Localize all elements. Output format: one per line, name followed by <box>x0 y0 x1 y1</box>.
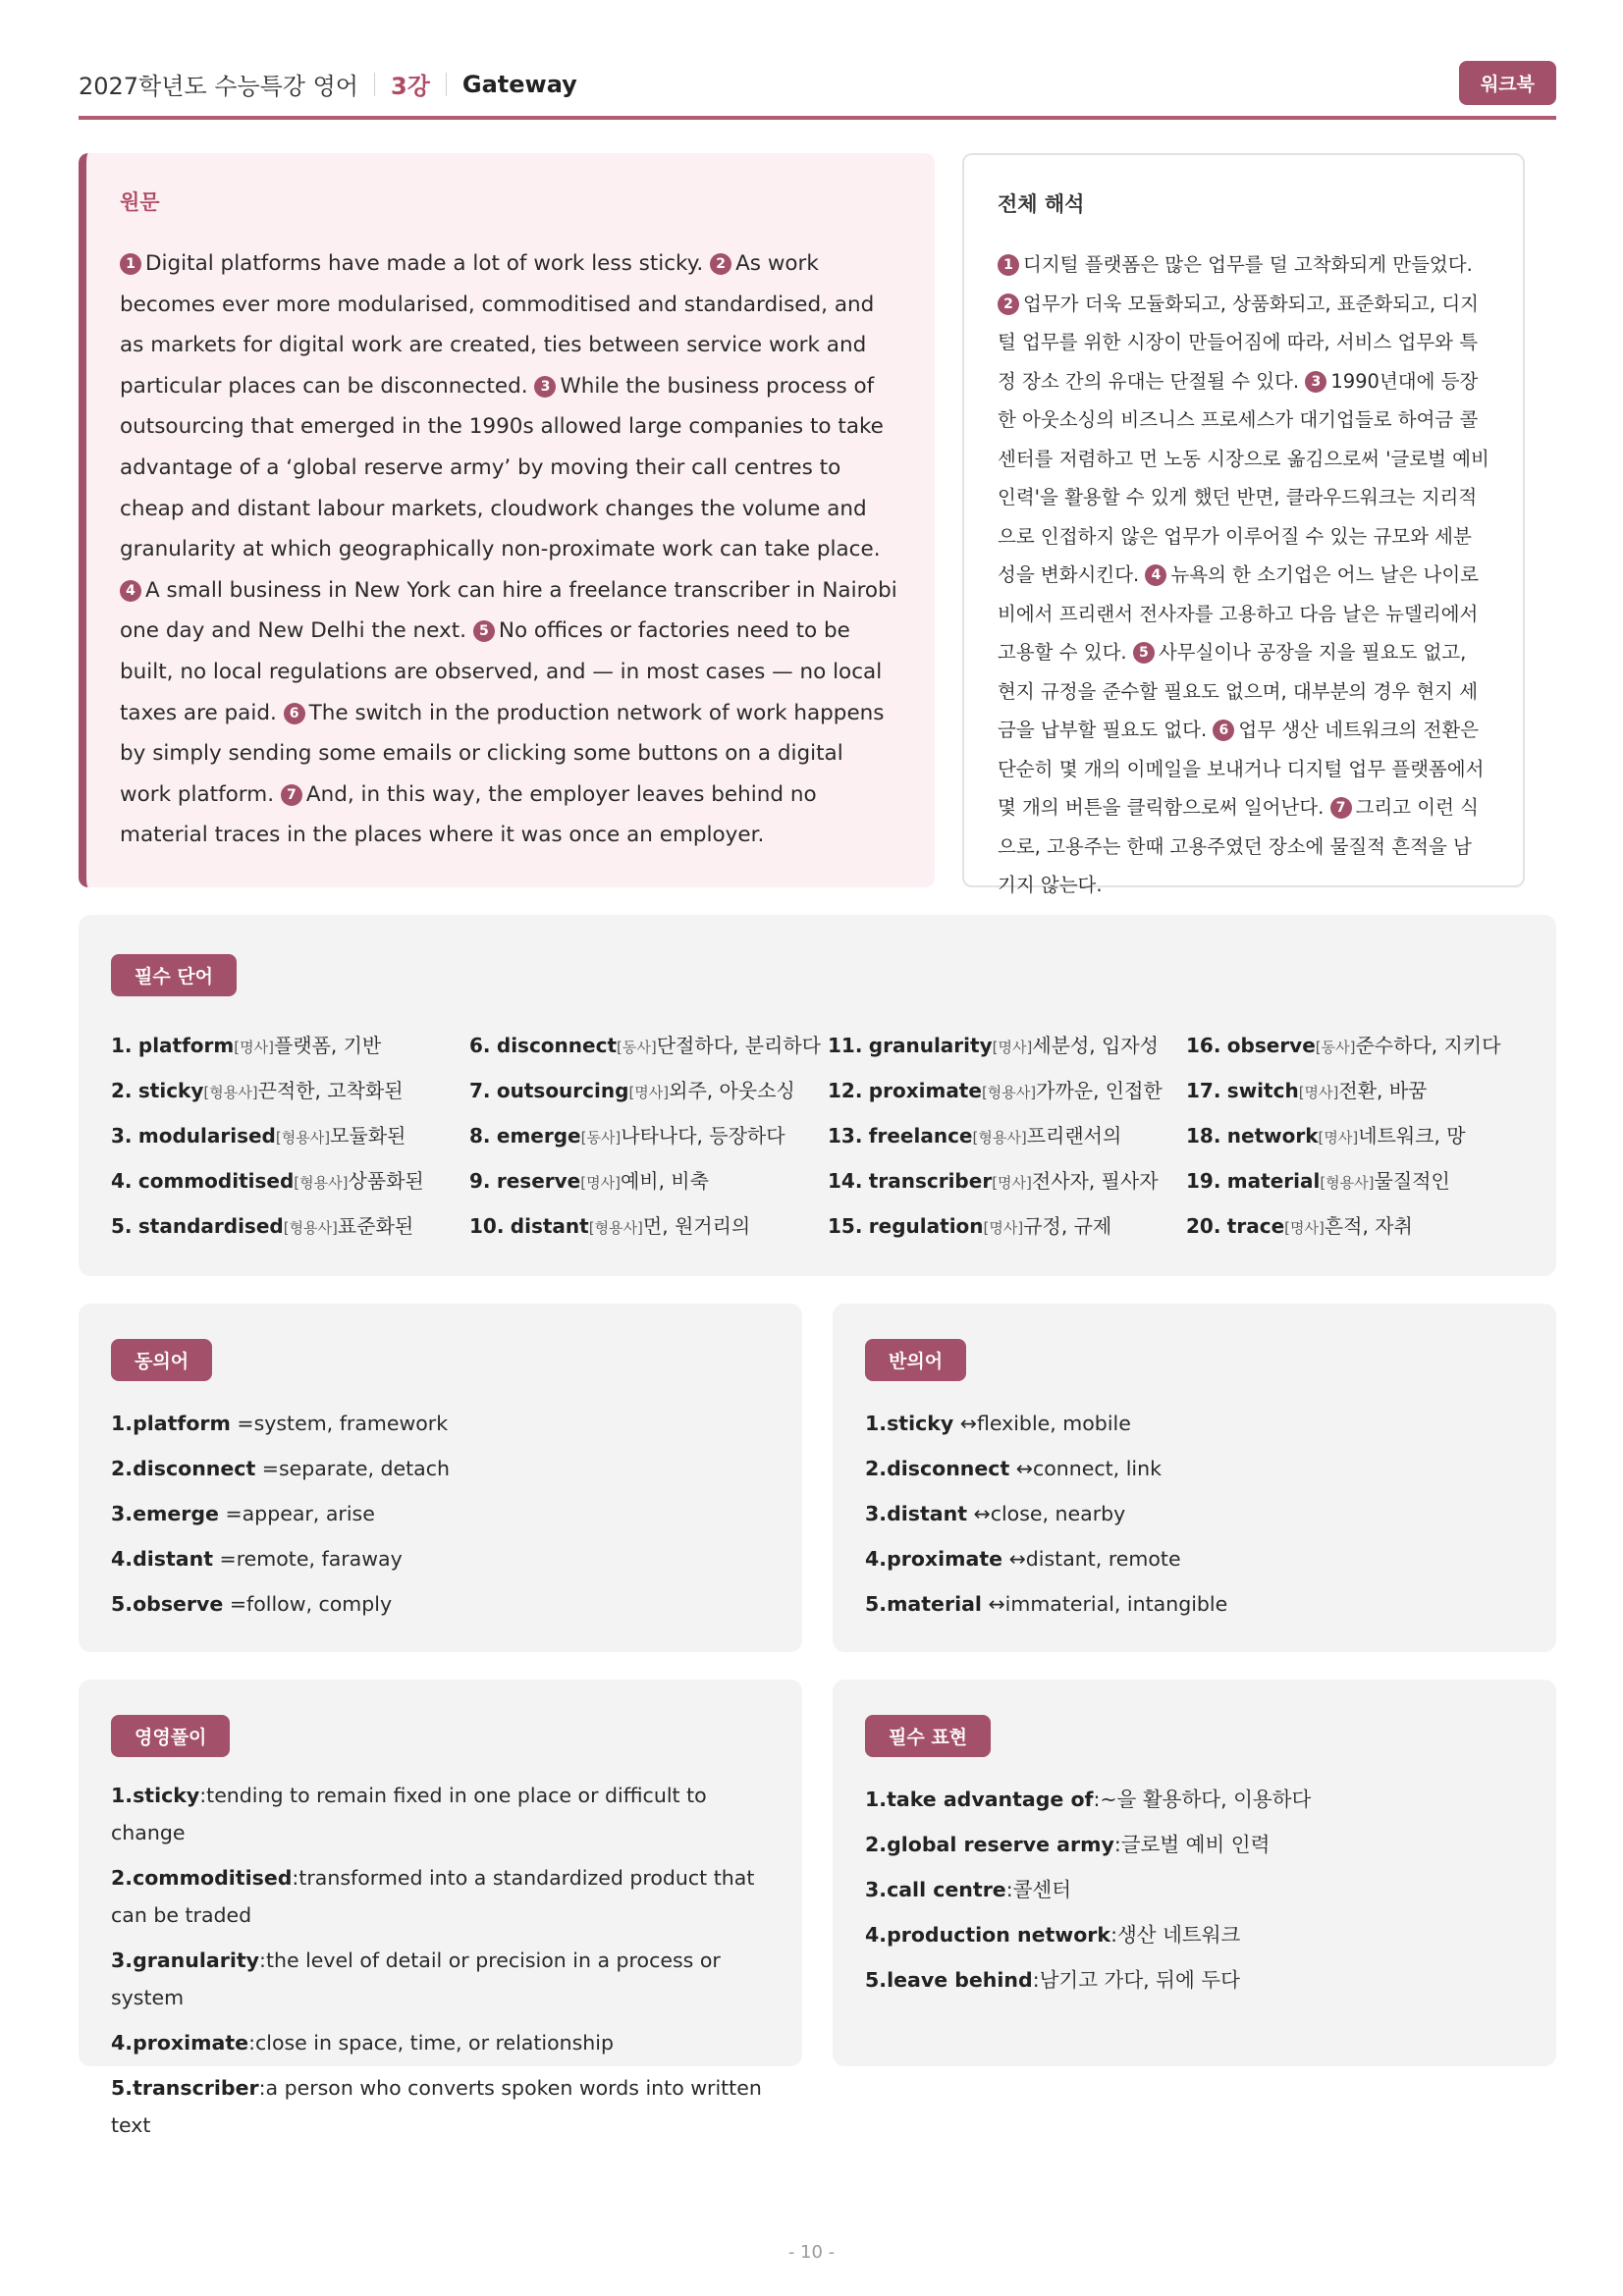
header-divider <box>374 73 375 96</box>
vocab-word: distant <box>510 1214 589 1238</box>
item-word: observe <box>133 1592 224 1616</box>
item-number: 4. <box>865 1547 888 1571</box>
item-number: 1. <box>111 1784 134 1807</box>
vocab-panel <box>79 915 1556 1276</box>
passage-sentence <box>120 251 710 276</box>
vocab-word: trace <box>1226 1214 1285 1238</box>
item-expression: take advantage of <box>887 1788 1094 1811</box>
item-expression: production network <box>887 1923 1111 1947</box>
sentence-text: As work becomes ever more modularised, commoditised and standardised, and as markets for digital work are created, ties between service work and particular places can be disconnected. <box>120 251 875 399</box>
expressions-title: 필수 표현 <box>865 1715 991 1757</box>
vocab-pos: [명사] <box>234 1039 274 1056</box>
item-number: 2. <box>111 1457 134 1480</box>
antonym-item <box>865 1491 1524 1536</box>
item-expression: global reserve army <box>887 1833 1114 1856</box>
translation-text <box>998 245 1489 905</box>
vocab-item <box>1186 1023 1544 1068</box>
sentence-number-badge: 6 <box>284 703 305 724</box>
item-number: 5. <box>111 1592 134 1616</box>
vocab-word: reserve <box>496 1169 581 1193</box>
vocab-number: 18. <box>1186 1124 1221 1148</box>
item-definition: :a person who converts spoken words into written text <box>111 2076 762 2137</box>
vocab-pos: [동사] <box>1315 1039 1356 1056</box>
vocab-item <box>1186 1158 1544 1203</box>
vocab-pos: [형용사] <box>981 1084 1037 1101</box>
vocab-pos: [형용사] <box>203 1084 258 1101</box>
sentence-text: No offices or factories need to be built, no local regulations are observed, and — in most cases — no local taxes are paid. <box>120 618 883 725</box>
vocab-word: granularity <box>868 1034 993 1057</box>
expressions-panel <box>833 1680 1556 2066</box>
vocab-word: freelance <box>868 1124 973 1148</box>
item-word: platform <box>133 1412 231 1435</box>
vocab-meaning: 물질적인 <box>1374 1169 1450 1193</box>
translation-sentence <box>998 253 1473 276</box>
vocab-word: sticky <box>137 1079 204 1102</box>
vocab-meaning: 외주, 아웃소싱 <box>669 1079 795 1102</box>
vocab-word: transcriber <box>868 1169 993 1193</box>
vocab-item <box>469 1113 828 1158</box>
vocab-number: 5. <box>111 1214 133 1238</box>
item-antonyms: ↔flexible, mobile <box>953 1412 1131 1435</box>
expression-item <box>865 1867 1524 1912</box>
sentence-number-badge: 5 <box>473 620 495 642</box>
header-divider <box>446 73 447 96</box>
synonym-item <box>111 1581 770 1627</box>
antonym-item <box>865 1581 1524 1627</box>
item-number: 2. <box>865 1833 888 1856</box>
item-word: proximate <box>887 1547 1003 1571</box>
sentence-text: While the business process of outsourcing that emerged in the 1990s allowed large companies to take advantage of a ‘global reserve army’ by moving their call centres to cheap and distant labour markets, cloudwork changes the volume and granularity at which geographically non-proximate work can take place. <box>120 373 884 562</box>
vocab-meaning: 먼, 원거리의 <box>642 1214 751 1238</box>
synonym-item <box>111 1491 770 1536</box>
vocab-word: material <box>1226 1169 1321 1193</box>
original-passage-box <box>79 153 935 887</box>
vocab-number: 12. <box>828 1079 863 1102</box>
vocab-meaning: 플랫폼, 기반 <box>273 1034 382 1057</box>
vocab-number: 10. <box>469 1214 505 1238</box>
expression-item <box>865 1777 1524 1822</box>
synonym-item <box>111 1401 770 1446</box>
item-number: 4. <box>111 1547 134 1571</box>
vocab-word: proximate <box>868 1079 982 1102</box>
item-antonyms: ↔immaterial, intangible <box>981 1592 1228 1616</box>
vocab-item <box>828 1113 1186 1158</box>
sentence-number-badge: 7 <box>1330 797 1352 819</box>
item-word: material <box>887 1592 982 1616</box>
vocab-word: modularised <box>137 1124 276 1148</box>
item-synonyms: =appear, arise <box>218 1502 375 1525</box>
vocab-item <box>828 1158 1186 1203</box>
workbook-badge: 워크북 <box>1459 61 1556 105</box>
item-synonyms: =separate, detach <box>255 1457 450 1480</box>
item-word: transcriber <box>133 2076 259 2100</box>
synonym-item <box>111 1446 770 1491</box>
synonyms-list <box>111 1401 770 1627</box>
item-antonyms: ↔close, nearby <box>967 1502 1126 1525</box>
item-number: 2. <box>865 1457 888 1480</box>
item-definition: :close in space, time, or relationship <box>248 2031 615 2055</box>
vocab-word: network <box>1226 1124 1319 1148</box>
sentence-number-badge: 6 <box>1213 720 1234 741</box>
item-synonyms: =system, framework <box>230 1412 449 1435</box>
vocab-item <box>1186 1068 1544 1113</box>
item-number: 3. <box>865 1502 888 1525</box>
item-meaning: :생산 네트워크 <box>1110 1923 1241 1947</box>
sentence-text: Digital platforms have made a lot of work less sticky. <box>145 251 704 276</box>
vocab-meaning: 단절하다, 분리하다 <box>656 1034 821 1057</box>
vocab-item <box>111 1113 469 1158</box>
vocab-item <box>111 1158 469 1203</box>
item-meaning: :콜센터 <box>1005 1878 1072 1901</box>
item-word: disconnect <box>887 1457 1010 1480</box>
item-definition: :transformed into a standardized product that can be traded <box>111 1866 755 1927</box>
antonyms-panel <box>833 1304 1556 1652</box>
vocab-pos: [동사] <box>617 1039 657 1056</box>
vocab-item <box>469 1023 828 1068</box>
vocab-number: 16. <box>1186 1034 1221 1057</box>
vocab-item <box>828 1023 1186 1068</box>
vocab-pos: [명사] <box>1298 1084 1339 1101</box>
sentence-text: 그리고 이런 식으로, 고용주는 한때 고용주였던 장소에 물질적 흔적을 남기지 않는다. <box>998 796 1480 896</box>
english-definitions-title: 영영풀이 <box>111 1715 230 1757</box>
vocab-pos: [동사] <box>580 1129 622 1147</box>
antonyms-title: 반의어 <box>865 1339 966 1381</box>
vocab-pos: [형용사] <box>275 1129 331 1147</box>
vocab-word: disconnect <box>496 1034 618 1057</box>
definition-item <box>111 1942 770 2016</box>
vocab-number: 4. <box>111 1169 133 1193</box>
antonym-item <box>865 1401 1524 1446</box>
item-definition: :tending to remain fixed in one place or difficult to change <box>111 1784 707 1844</box>
vocab-number: 7. <box>469 1079 491 1102</box>
definition-item <box>111 2069 770 2144</box>
vocab-title: 필수 단어 <box>111 954 237 996</box>
vocab-pos: [형용사] <box>972 1129 1027 1147</box>
vocab-number: 1. <box>111 1034 133 1057</box>
vocab-number: 2. <box>111 1079 133 1102</box>
item-meaning: :~을 활용하다, 이용하다 <box>1093 1788 1312 1811</box>
vocab-number: 19. <box>1186 1169 1221 1193</box>
vocab-pos: [형용사] <box>1320 1174 1375 1192</box>
vocab-pos: [형용사] <box>294 1174 349 1192</box>
sentence-text: The switch in the production network of work happens by simply sending some emails or clicking some buttons on a digital work platform. <box>120 700 885 807</box>
item-definition: :the level of detail or precision in a process or system <box>111 1949 721 2009</box>
vocab-number: 14. <box>828 1169 863 1193</box>
sentence-number-badge: 1 <box>120 253 141 275</box>
header-breadcrumb <box>79 67 577 101</box>
item-number: 1. <box>865 1788 888 1811</box>
vocab-item <box>469 1158 828 1203</box>
vocab-item <box>469 1068 828 1113</box>
sentence-text: 업무 생산 네트워크의 전환은 단순히 몇 개의 이메일을 보내거나 디지털 업무 플랫폼에서 몇 개의 버튼을 클릭함으로써 일어난다. <box>998 719 1485 819</box>
sentence-number-badge: 4 <box>1145 564 1166 586</box>
vocab-word: standardised <box>137 1214 284 1238</box>
vocab-number: 20. <box>1186 1214 1221 1238</box>
vocab-number: 11. <box>828 1034 863 1057</box>
definition-item <box>111 1777 770 1851</box>
translation-title: 전체 해석 <box>998 192 1085 216</box>
antonyms-list <box>865 1401 1524 1627</box>
unit-title: Gateway <box>461 70 577 98</box>
sentence-number-badge: 2 <box>998 294 1019 315</box>
item-meaning: :남기고 가다, 뒤에 두다 <box>1032 1968 1240 1992</box>
vocab-meaning: 예비, 비축 <box>620 1169 709 1193</box>
item-number: 5. <box>865 1968 888 1992</box>
page-number: - 10 - <box>787 2242 836 2263</box>
vocab-item <box>828 1203 1186 1249</box>
vocab-meaning: 흔적, 자취 <box>1324 1214 1413 1238</box>
sentence-text: 뉴욕의 한 소기업은 어느 날은 나이로비에서 프리랜서 전사자를 고용하고 다음 날은 뉴델리에서 고용할 수 있다. <box>998 563 1480 664</box>
item-meaning: :글로벌 예비 인력 <box>1113 1833 1271 1856</box>
sentence-number-badge: 3 <box>534 376 556 398</box>
expression-item <box>865 1957 1524 2002</box>
expression-item <box>865 1912 1524 1957</box>
vocab-item <box>828 1068 1186 1113</box>
item-number: 3. <box>865 1878 888 1901</box>
vocab-word: switch <box>1226 1079 1299 1102</box>
translation-box <box>962 153 1525 896</box>
sentence-number-badge: 1 <box>998 254 1019 276</box>
vocab-word: emerge <box>496 1124 581 1148</box>
translation-sentence <box>998 370 1489 587</box>
sentence-text: And, in this way, the employer leaves behind no material traces in the places where it was once an employer. <box>120 781 817 848</box>
sentence-number-badge: 3 <box>1305 371 1326 393</box>
item-expression: call centre <box>887 1878 1006 1901</box>
item-number: 1. <box>111 1412 134 1435</box>
vocab-meaning: 규정, 규제 <box>1023 1214 1112 1238</box>
course-title: 2027학년도 수능특강 영어 <box>79 73 358 100</box>
page-header <box>79 61 1556 120</box>
item-number: 5. <box>865 1592 888 1616</box>
passage-sentence <box>120 374 884 561</box>
vocab-number: 8. <box>469 1124 491 1148</box>
item-number: 2. <box>111 1866 134 1890</box>
item-number: 4. <box>111 2031 134 2055</box>
item-expression: leave behind <box>887 1968 1033 1992</box>
sentence-number-badge: 4 <box>120 580 141 602</box>
vocab-meaning: 프리랜서의 <box>1026 1124 1122 1148</box>
vocab-number: 15. <box>828 1214 863 1238</box>
vocab-pos: [형용사] <box>588 1219 643 1237</box>
item-antonyms: ↔distant, remote <box>1002 1547 1181 1571</box>
vocab-item <box>111 1068 469 1113</box>
item-number: 3. <box>111 1502 134 1525</box>
vocab-word: regulation <box>868 1214 984 1238</box>
english-definitions-panel <box>79 1680 802 2137</box>
definition-item <box>111 2024 770 2061</box>
item-synonyms: =remote, faraway <box>213 1547 403 1571</box>
item-synonyms: =follow, comply <box>223 1592 393 1616</box>
vocab-meaning: 모듈화된 <box>330 1124 406 1148</box>
vocab-meaning: 가까운, 인접한 <box>1036 1079 1163 1102</box>
sentence-text: 1990년대에 등장한 아웃소싱의 비즈니스 프로세스가 대기업들로 하여금 콜센터를 저렴하고 먼 노동 시장으로 옮김으로써 '글로벌 예비 인력'을 활용할 수 있게 했던 반면, 클라우드워크는 지리적으로 인접하지 않은 업무가 이루어질 수 있는 규모와 세분성을 변화시킨다. <box>998 369 1489 586</box>
item-number: 4. <box>865 1923 888 1947</box>
vocab-word: platform <box>137 1034 235 1057</box>
vocab-meaning: 네트워크, 망 <box>1358 1124 1466 1148</box>
vocab-grid <box>111 1023 1524 1249</box>
vocab-pos: [명사] <box>1318 1129 1359 1147</box>
vocab-meaning: 전사자, 필사자 <box>1031 1169 1159 1193</box>
vocab-number: 13. <box>828 1124 863 1148</box>
sentence-text: 사무실이나 공장을 지을 필요도 없고, 현지 규정을 준수할 필요도 없으며, 대부분의 경우 현지 세금을 납부할 필요도 없다. <box>998 641 1479 741</box>
vocab-meaning: 표준화된 <box>337 1214 414 1238</box>
sentence-text: A small business in New York can hire a freelance transcriber in Nairobi one day and New Delhi the next. <box>120 577 897 644</box>
english-definitions-list <box>111 1777 770 2144</box>
vocab-word: observe <box>1226 1034 1316 1057</box>
sentence-text: 업무가 더욱 모듈화되고, 상품화되고, 표준화되고, 디지털 업무를 위한 시장이 만들어짐에 따라, 서비스 업무와 특정 장소 간의 유대는 단절될 수 있다. <box>998 292 1480 393</box>
vocab-meaning: 상품화된 <box>348 1169 424 1193</box>
synonyms-title: 동의어 <box>111 1339 212 1381</box>
synonym-item <box>111 1536 770 1581</box>
antonym-item <box>865 1446 1524 1491</box>
vocab-pos: [명사] <box>628 1084 670 1101</box>
item-word: distant <box>887 1502 967 1525</box>
lesson-number: 3강 <box>391 73 430 100</box>
passage-title: 원문 <box>120 190 160 214</box>
item-number: 1. <box>865 1412 888 1435</box>
sentence-number-badge: 2 <box>710 253 731 275</box>
vocab-pos: [형용사] <box>283 1219 338 1237</box>
item-word: granularity <box>133 1949 260 1972</box>
expression-item <box>865 1822 1524 1867</box>
vocab-meaning: 준수하다, 지키다 <box>1355 1034 1501 1057</box>
item-word: sticky <box>887 1412 954 1435</box>
sentence-number-badge: 5 <box>1133 642 1155 664</box>
sentence-text: 디지털 플랫폼은 많은 업무를 덜 고착화되게 만들었다. <box>1023 253 1473 276</box>
definition-item <box>111 1859 770 1934</box>
synonyms-panel <box>79 1304 802 1652</box>
vocab-item <box>111 1023 469 1068</box>
item-word: distant <box>133 1547 213 1571</box>
vocab-pos: [명사] <box>992 1039 1033 1056</box>
item-number: 5. <box>111 2076 134 2100</box>
vocab-pos: [명사] <box>983 1219 1024 1237</box>
vocab-meaning: 전환, 바꿈 <box>1338 1079 1428 1102</box>
vocab-item <box>469 1203 828 1249</box>
item-word: proximate <box>133 2031 249 2055</box>
item-word: commoditised <box>133 1866 293 1890</box>
item-word: disconnect <box>133 1457 256 1480</box>
expressions-list <box>865 1777 1524 2002</box>
vocab-word: outsourcing <box>496 1079 629 1102</box>
vocab-number: 9. <box>469 1169 491 1193</box>
item-number: 3. <box>111 1949 134 1972</box>
item-antonyms: ↔connect, link <box>1009 1457 1162 1480</box>
item-word: emerge <box>133 1502 219 1525</box>
antonym-item <box>865 1536 1524 1581</box>
vocab-meaning: 나타나다, 등장하다 <box>621 1124 785 1148</box>
sentence-number-badge: 7 <box>281 784 302 806</box>
vocab-word: commoditised <box>137 1169 295 1193</box>
item-word: sticky <box>133 1784 200 1807</box>
vocab-number: 3. <box>111 1124 133 1148</box>
vocab-number: 6. <box>469 1034 491 1057</box>
vocab-number: 17. <box>1186 1079 1221 1102</box>
passage-text <box>120 243 899 856</box>
vocab-meaning: 끈적한, 고착화된 <box>257 1079 404 1102</box>
vocab-item <box>1186 1113 1544 1158</box>
vocab-pos: [명사] <box>1284 1219 1325 1237</box>
vocab-pos: [명사] <box>992 1174 1032 1192</box>
vocab-item <box>111 1203 469 1249</box>
vocab-meaning: 세분성, 입자성 <box>1032 1034 1159 1057</box>
vocab-item <box>1186 1203 1544 1249</box>
vocab-pos: [명사] <box>580 1174 621 1192</box>
